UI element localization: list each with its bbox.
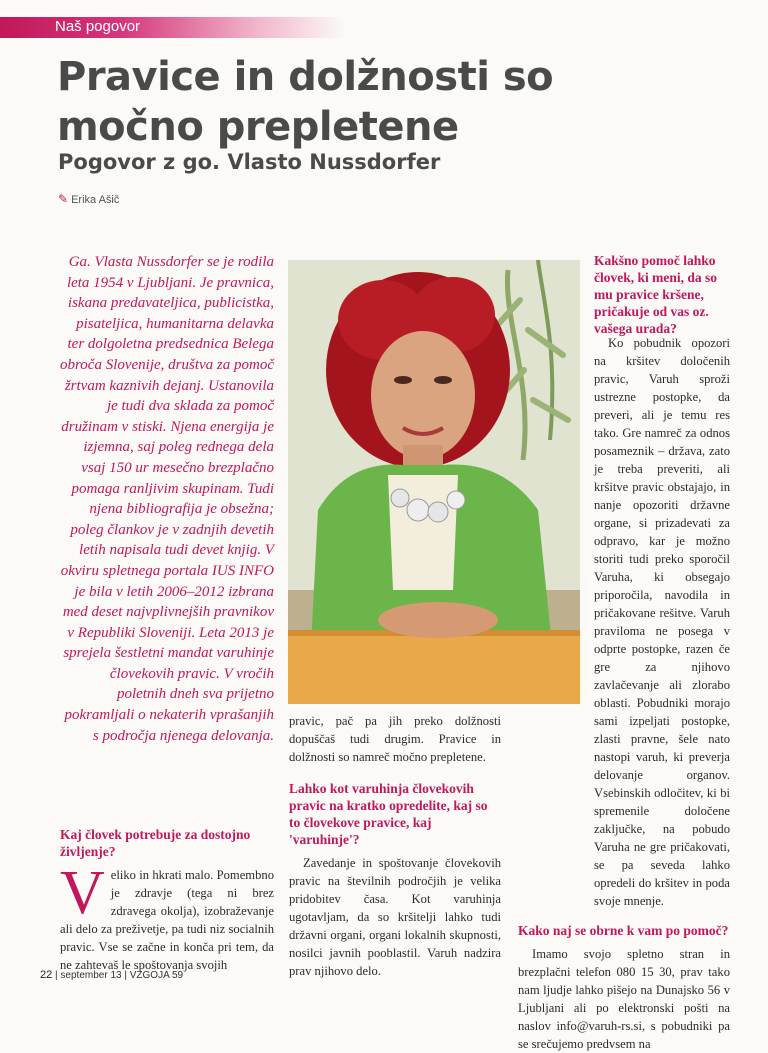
col1-text: eliko in hkrati malo. Pomembno je zdravje (tega ni brez zdravega okolja), izobraževanje ali delo za preživetje, pa tudi niz socialnih pravic. Vse se začne in konča pri tem, da ne zahtevaš le spoštovanja svojih (60, 868, 274, 972)
col1-heading: Kaj človek potrebuje za dostojno življenje? (60, 827, 251, 859)
col1-body (60, 859, 274, 974)
dropcap: V (60, 859, 105, 927)
magazine-name: VZGOJA 59 (129, 970, 184, 981)
col3-text: Ko pobudnik opozori na kršitev določenih pravic, Varuh sproži ustrezne postopke, da preveri, ali je temu res tako. Gre namreč za odnos posameznik – država, zato je treba preveriti, ali kršitve pravic obstajajo, in nanje opozoriti državne organe, si prizadevati za odpravo, kar je možno storiti tudi preko sporočil Varuha, ki obsegajo priporočila, navodila in pričakovane rešitve. Varuh praviloma ne posega v odprte postopke, razen če gre za njihovo zavlačevanje ali zlorabo oblasti. Pobudniki morajo sami izpeljati postopke, zlasti pravne, šele nato nastopi varuh, ki preverja delovanje organov. Vsebinskih odločitev, ki bi spremenile določene zaključke, na pobudo Varuha ne gre pričakovati, se pa seveda lahko opredeli do kršitev in poda svoje mnenje. (594, 336, 730, 908)
intro-paragraph: Ga. Vlasta Nussdorfer se je rodila leta 1954 v Ljubljani. Je pravnica, iskana predavateljica, publicistka, pisateljica, humanitarna delavka ter dolgoletna predsednica Belega obroča Slovenije, društva za pomoč žrtvam kaznivih dejanj. Ustanovila je tudi dva sklada za pomoč družinam v stiski. Njena energija je izjemna, saj poleg rednega dela vsaj 150 ur mesečno brezplačno pomaga ranljivim skupinam. Tudi njena bibliografija je obsežna; poleg člankov je v zadnjih devetih letih napisala tudi devet knjig. V okviru spletnega portala IUS INFO je bila v letih 2006–2012 izbrana med deset najvplivnejših pravnikov v Republiki Sloveniji. Leta 2013 je sprejela šestletni mandat varuhinje človekovih pravic. V vročih poletnih dneh sva prijetno pokramljali o nekaterih vprašanjih s področja njenega delovanja. (60, 254, 274, 744)
subtitle: Pogovor z go. Vlasto Nussdorfer (58, 150, 441, 174)
col3-text2: Imamo svojo spletno stran in brezplačni telefon 080 15 30, prav tako nam ljudje lahko pišejo na Dunajsko 56 v Ljubljani ali po elektronski pošti na naslov info@varuh-rs.si, s pobudniki pa se srečujemo predvsem na (518, 947, 730, 1051)
author-byline (58, 192, 119, 206)
column-2 (289, 712, 501, 980)
footer-divider-1: | (55, 970, 61, 981)
pen-icon: ✎ (58, 192, 69, 206)
footer-divider-2: | (124, 970, 130, 981)
column-3 (518, 334, 730, 1053)
photo-credit: Foto: arhiv Varuh človekovih pravic RS (586, 562, 595, 700)
col2-text1: pravic, pač pa jih preko dolžnosti dopuščaš tudi drugim. Pravice in dolžnosti so namreč močno prepletene. (289, 714, 501, 764)
col3-heading2: Kako naj se obrne k vam po pomoč? (518, 923, 729, 938)
section-label-bar (0, 17, 345, 38)
col3-heading: Kakšno pomoč lahko človek, ki meni, da so mu pravice kršene, pričakuje od vas oz. vašega urada? (594, 253, 718, 336)
page-footer (40, 969, 183, 981)
author-name: Erika Ašič (71, 194, 120, 206)
col2-heading: Lahko kot varuhinja človekovih pravic na kratko opredelite, kaj so to človekove pravice, kaj 'varuhinje'? (289, 781, 488, 847)
headline: Pravice in dolžnosti so močno prepletene (57, 54, 554, 150)
column-1 (60, 826, 274, 974)
column-3-top (594, 252, 732, 337)
page-number: 22 (40, 969, 53, 981)
issue-date: september 13 (60, 970, 122, 981)
section-label: Naš pogovor (55, 18, 141, 35)
intro-text (58, 252, 274, 746)
col2-text2: Zavedanje in spoštovanje človekovih pravic na številnih področjih je velika pridobitev časa. Kot varuhinja ugotavljam, da so kršitelji lahko tudi državni organi, organi lokalnih skupnosti, nosilci javnih pooblastil. Varuh nadzira prav njihovo delo. (289, 856, 501, 978)
